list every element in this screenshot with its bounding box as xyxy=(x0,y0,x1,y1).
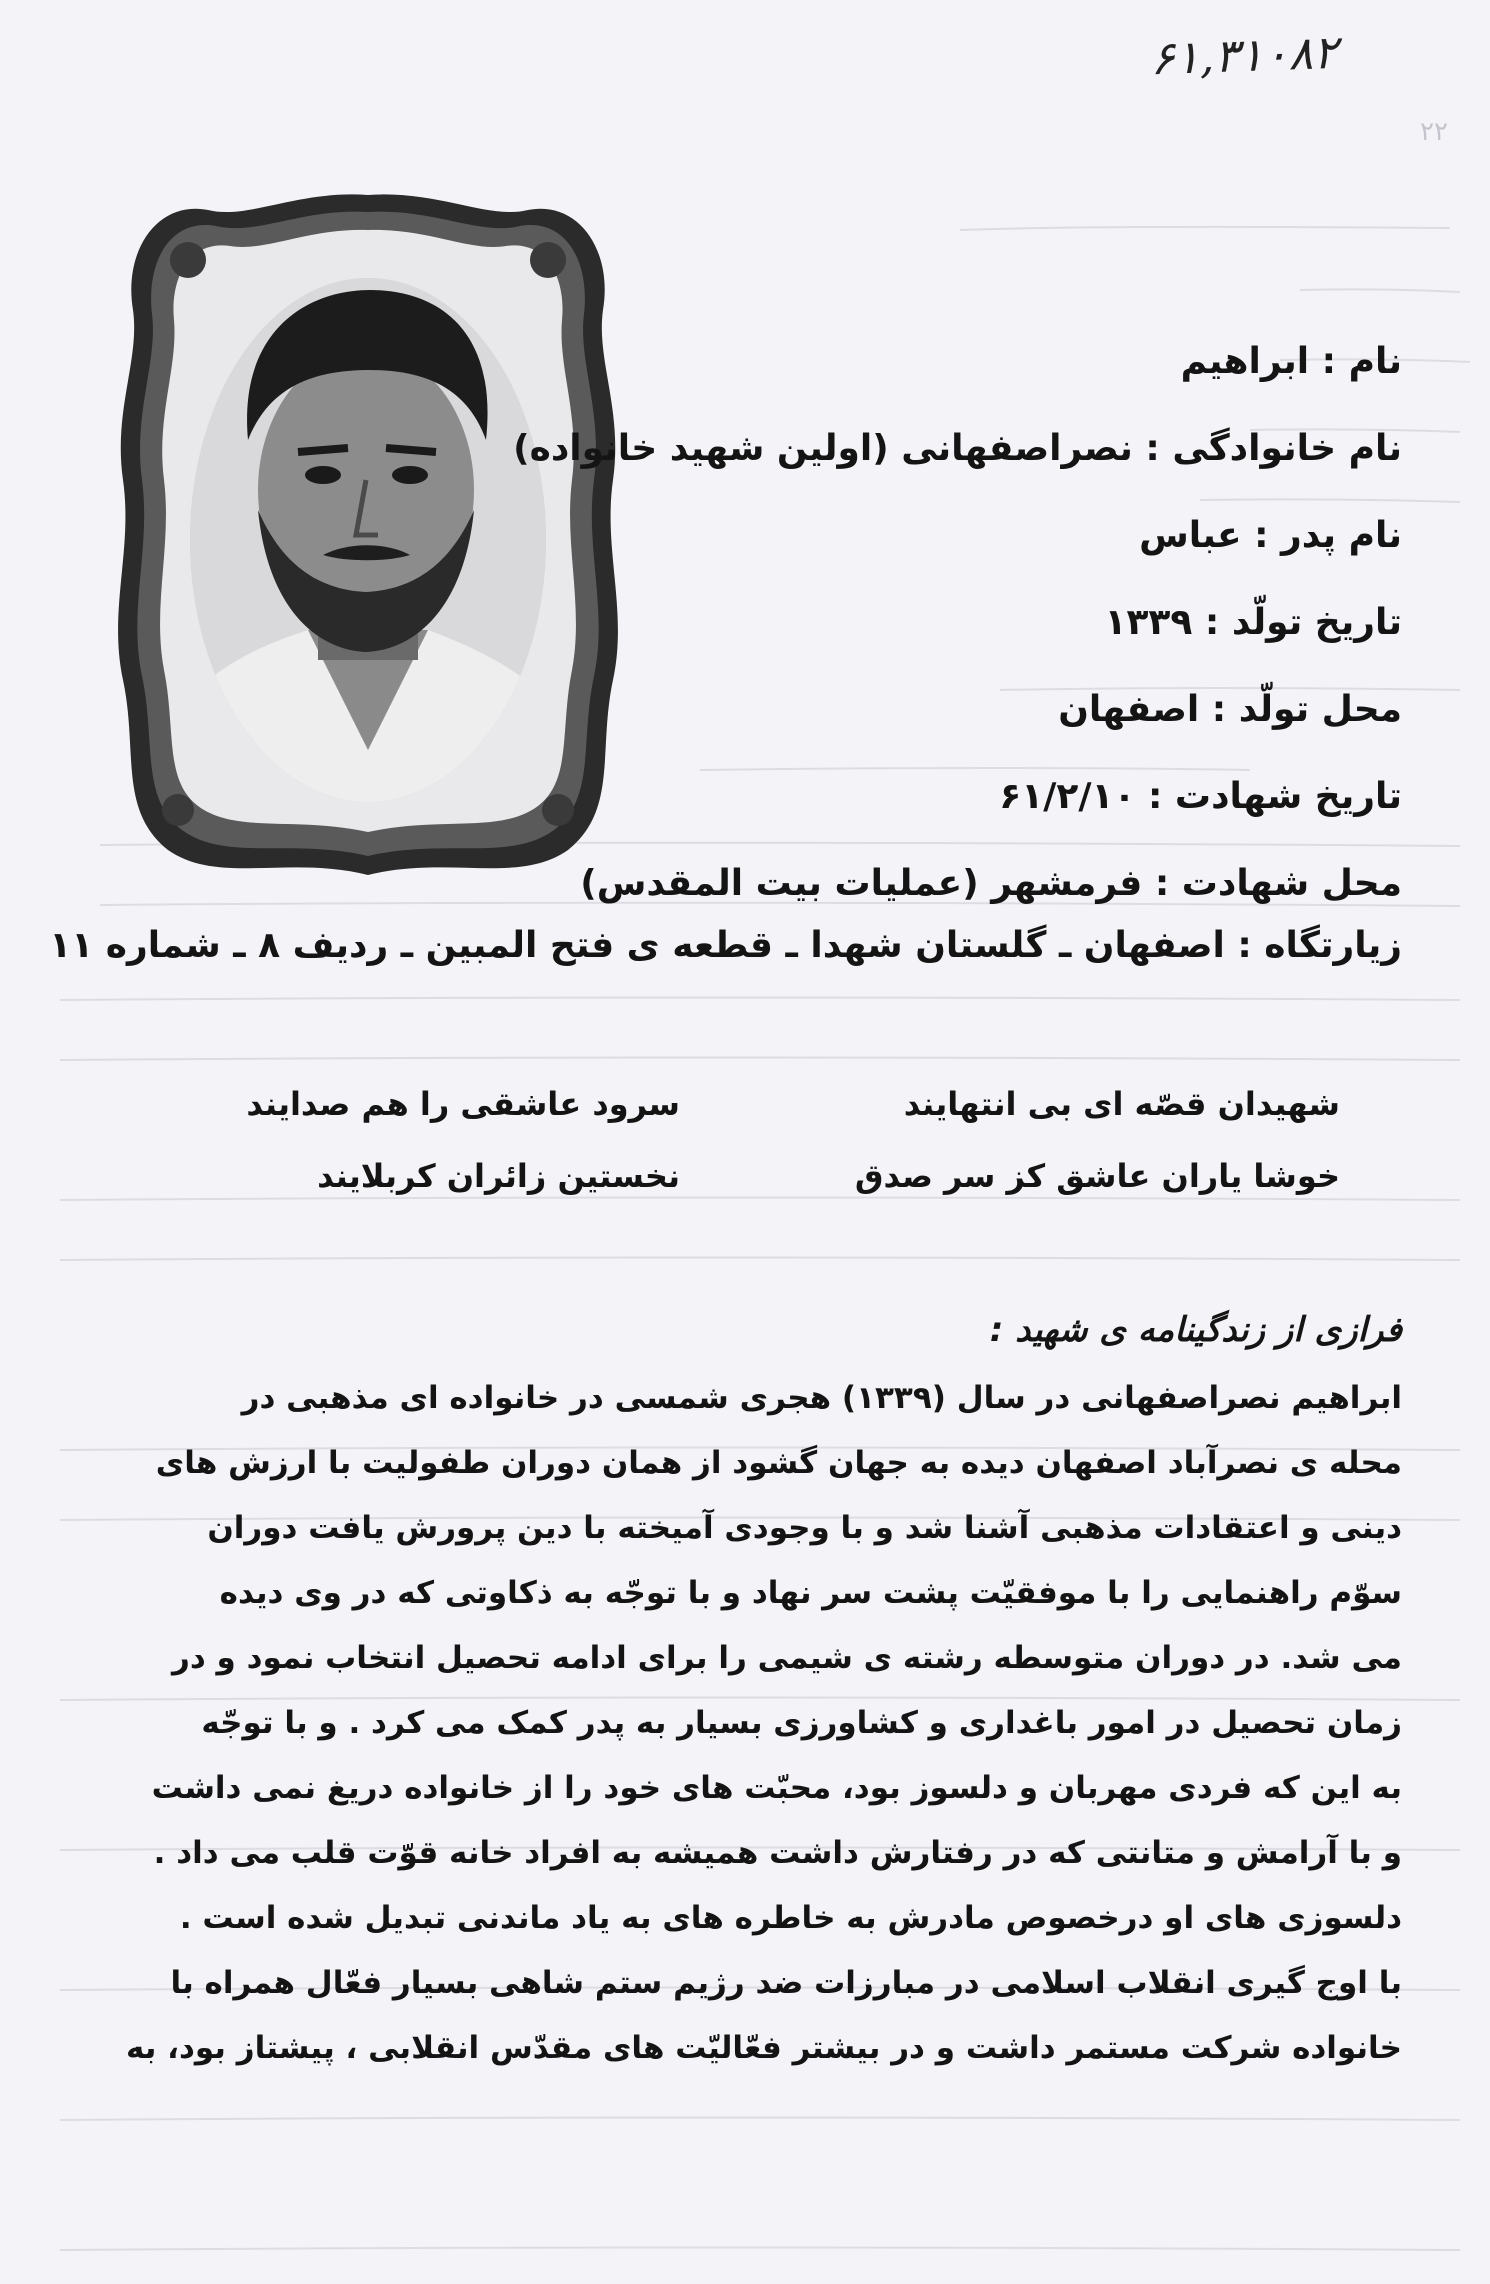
bio-line-11: خانواده شرکت مستمر داشت و در بیشتر فعّالیّت های مقدّس انقلابی ، پیشتاز بود، به xyxy=(125,2030,1402,2066)
bio-line-1: ابراهیم نصراصفهانی در سال (۱۳۳۹) هجری شمسی در خانواده ای مذهبی در xyxy=(241,1380,1402,1416)
info-father-name: نام پدر : عباس xyxy=(1139,515,1402,556)
poem-verse-1-left: سرود عاشقی را هم صدایند xyxy=(246,1085,680,1123)
biography-text xyxy=(82,1378,1402,2093)
bio-line-7: به این که فردی مهربان و دلسوز بود، محبّت های خود را از خانواده دریغ نمی داشت xyxy=(151,1770,1402,1806)
poem-verse-1-right: شهیدان قصّه ای بی انتهایند xyxy=(903,1085,1340,1123)
info-burial-place: زیارتگاه : اصفهان ـ گلستان شهدا ـ قطعه ی فتح المبین ـ ردیف ۸ ـ شماره ۱۱ xyxy=(49,925,1402,966)
poem-verse-2 xyxy=(160,1157,1340,1229)
bleed-page-number: ۲۲ xyxy=(1420,117,1448,147)
info-martyrdom-date: تاریخ شهادت : ۶۱/۲/۱۰ xyxy=(999,776,1402,817)
martyr-info-block xyxy=(513,340,1402,949)
bio-line-6: زمان تحصیل در امور باغداری و کشاورزی بسیار به پدر کمک می کرد . و با توجّه xyxy=(201,1705,1402,1741)
bio-line-10: با اوج گیری انقلاب اسلامی در مبارزات ضد رژیم ستم شاهی بسیار فعّال همراه با xyxy=(170,1965,1402,2001)
biography-heading: فرازی از زندگینامه ی شهید : xyxy=(989,1310,1402,1350)
info-birth-date: تاریخ تولّد : ۱۳۳۹ xyxy=(1104,602,1402,643)
info-family-name: نام خانوادگی : نصراصفهانی (اولین شهید خانواده) xyxy=(513,428,1402,469)
bio-line-9: دلسوزی های او درخصوص مادرش به خاطره های به یاد ماندنی تبدیل شده است . xyxy=(179,1900,1402,1936)
frame-flower-bottom-left xyxy=(162,794,194,826)
bio-line-5: می شد. در دوران متوسطه رشته ی شیمی را برای ادامه تحصیل انتخاب نمود و در xyxy=(171,1640,1402,1676)
poem-verse-2-left: نخستین زائران کربلایند xyxy=(317,1157,680,1195)
portrait-frame xyxy=(108,190,628,880)
frame-flower-bottom-right xyxy=(542,794,574,826)
info-martyrdom-place: محل شهادت : فرمشهر (عملیات بیت المقدس) xyxy=(580,863,1402,904)
bio-line-3: دینی و اعتقادات مذهبی آشنا شد و با وجودی آمیخته با دین پرورش یافت دوران xyxy=(207,1510,1402,1546)
bio-line-2: محله ی نصرآباد اصفهان دیده به جهان گشود از همان دوران طفولیت با ارزش های xyxy=(155,1445,1402,1481)
poem-verse-2-right: خوشا یاران عاشق کز سر صدق xyxy=(854,1157,1340,1195)
info-birth-place: محل تولّد : اصفهان xyxy=(1058,689,1402,730)
bio-line-8: و با آرامش و متانتی که در رفتارش داشت همیشه به افراد خانه قوّت قلب می داد . xyxy=(153,1835,1402,1871)
handwritten-archive-number: ۶۱,۳۱۰۸۲ xyxy=(1149,24,1339,86)
info-name: نام : ابراهیم xyxy=(1180,341,1402,382)
poem xyxy=(160,1085,1340,1229)
frame-flower-top-left xyxy=(170,242,206,278)
frame-flower-top-right xyxy=(530,242,566,278)
bio-line-4: سوّم راهنمایی را با موفقیّت پشت سر نهاد و با توجّه به ذکاوتی که در وی دیده xyxy=(219,1575,1402,1611)
poem-verse-1 xyxy=(160,1085,1340,1157)
